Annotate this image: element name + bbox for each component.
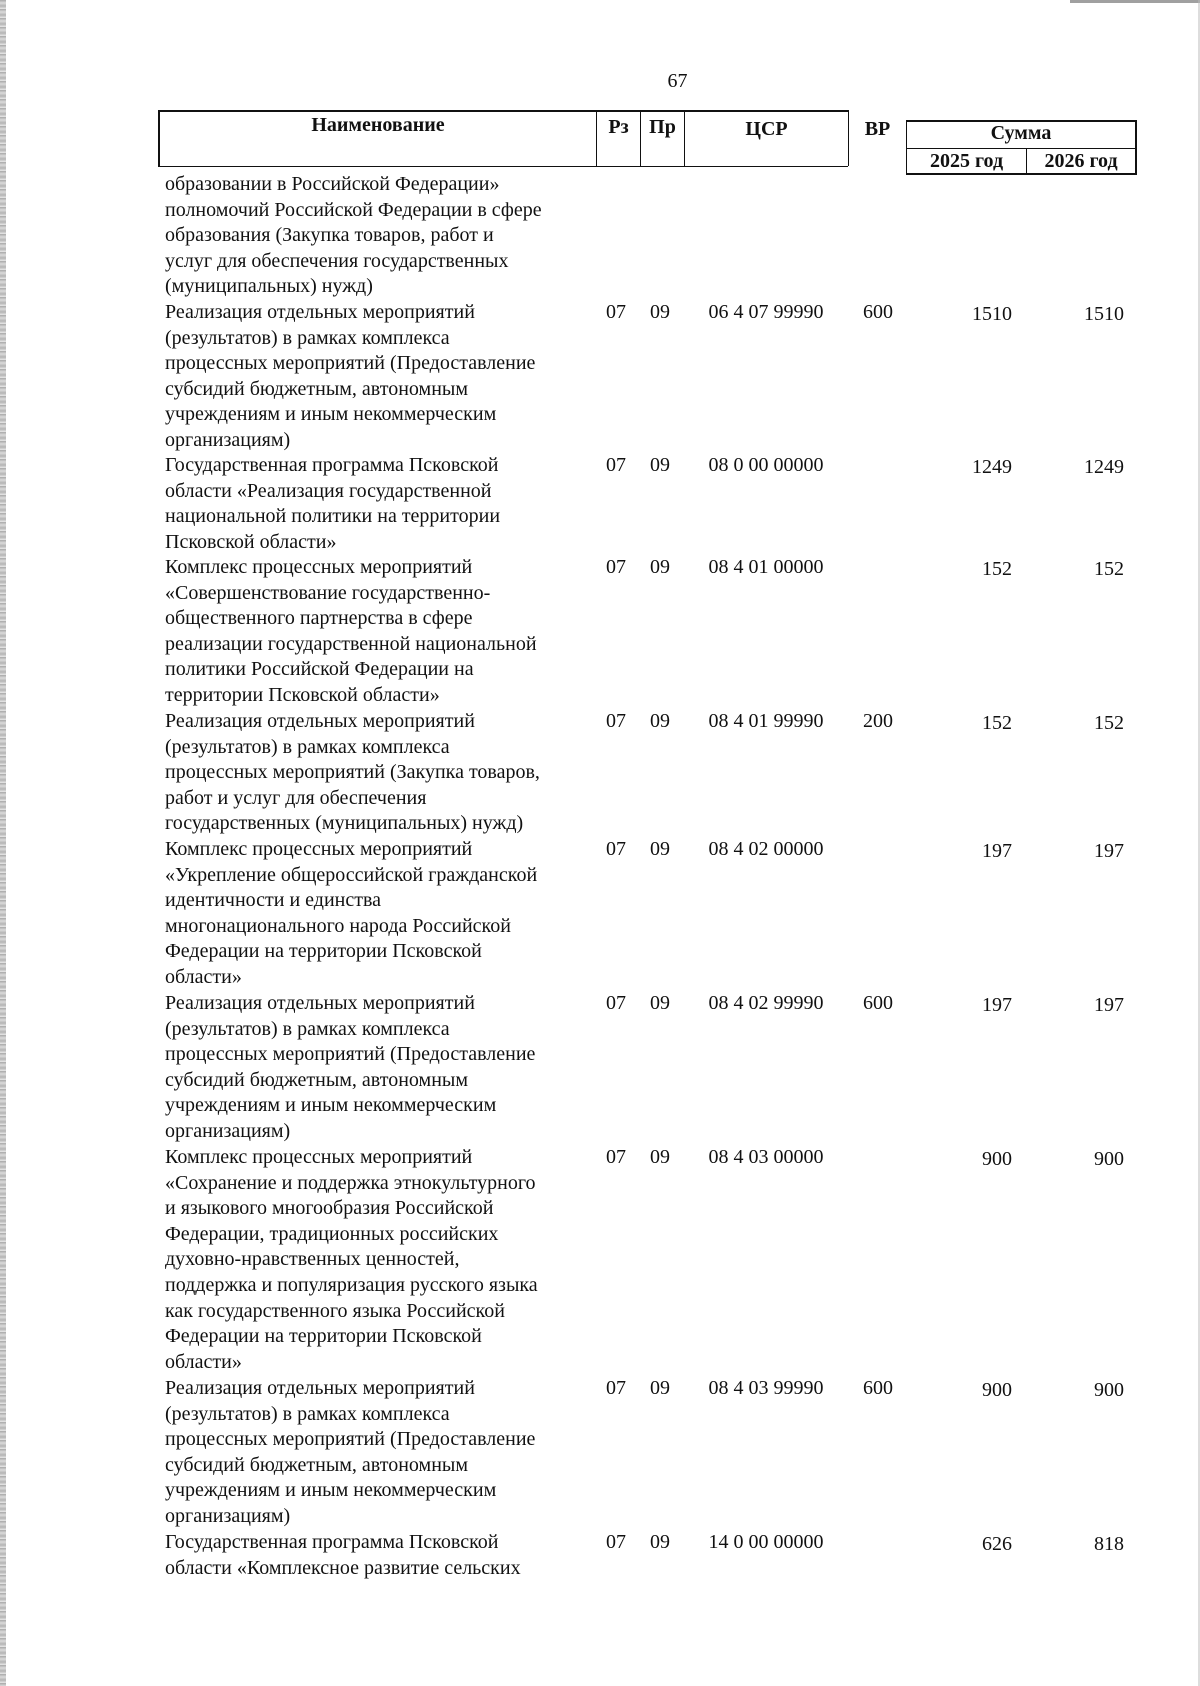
header-years-bottom-border xyxy=(906,173,1136,175)
row-csr: 08 4 01 00000 xyxy=(708,556,824,578)
row-rz: 07 xyxy=(606,1531,626,1553)
row-name: Государственная программа Псковской области «Комплексное развитие сельских xyxy=(165,1531,521,1579)
row-csr: 14 0 00 00000 xyxy=(708,1531,824,1553)
row-sum-2026: 900 xyxy=(1094,1148,1124,1170)
row-sum-2026: 197 xyxy=(1094,840,1124,862)
row-name: Реализация отдельных мероприятий (результатов) в рамках комплекса процессных мероприятий (Предоставление субсидий бюджетным, автономным учреждениям и иным некоммерческим организациям) xyxy=(165,301,536,451)
row-name: образовании в Российской Федерации» полномочий Российской Федерации в сфере образования (Закупка товаров, работ и услуг для обеспечения государственных (муниципальных) нужд) xyxy=(165,173,542,298)
row-name: Комплекс процессных мероприятий «Укрепление общероссийской гражданской идентичности и единства многонационального народа Российской Федерации на территории Псковской области» xyxy=(165,838,538,988)
row-vr: 200 xyxy=(863,710,893,732)
row-name: Государственная программа Псковской области «Реализация государственной национальной политики на территории Псковской области» xyxy=(165,454,501,553)
row-sum-2026: 152 xyxy=(1094,558,1124,580)
row-rz: 07 xyxy=(606,556,626,578)
header-sum: Сумма xyxy=(990,122,1052,144)
header-top-border xyxy=(158,110,848,112)
header-csr: ЦСР xyxy=(745,118,788,140)
row-name: Реализация отдельных мероприятий (результатов) в рамках комплекса процессных мероприятий (Предоставление субсидий бюджетным, автономным учреждениям и иным некоммерческим организациям) xyxy=(165,992,536,1142)
header-sum-divider xyxy=(906,148,1136,149)
row-csr: 08 0 00 00000 xyxy=(708,454,824,476)
row-sum-2025: 900 xyxy=(982,1148,1012,1170)
row-vr: 600 xyxy=(863,301,893,323)
row-sum-2025: 197 xyxy=(982,840,1012,862)
row-sum-2026: 1249 xyxy=(1084,456,1124,478)
row-sum-2025: 197 xyxy=(982,994,1012,1016)
row-pr: 09 xyxy=(650,710,670,732)
row-sum-2025: 1510 xyxy=(972,303,1012,325)
header-rz: Рз xyxy=(608,116,629,138)
row-csr: 08 4 02 99990 xyxy=(708,992,824,1014)
row-csr: 08 4 02 00000 xyxy=(708,838,824,860)
row-sum-2026: 818 xyxy=(1094,1533,1124,1555)
row-name: Комплекс процессных мероприятий «Совершенствование государственно- общественного партнерства в сфере реализации государственной национальной политики Российской Федерации на территории Псковской области» xyxy=(165,556,537,706)
row-sum-2026: 1510 xyxy=(1084,303,1124,325)
row-rz: 07 xyxy=(606,301,626,323)
row-sum-2025: 152 xyxy=(982,712,1012,734)
row-rz: 07 xyxy=(606,1377,626,1399)
row-pr: 09 xyxy=(650,301,670,323)
row-sum-2025: 900 xyxy=(982,1379,1012,1401)
row-csr: 06 4 07 99990 xyxy=(708,301,824,323)
row-pr: 09 xyxy=(650,1531,670,1553)
header-name: Наименование xyxy=(311,114,445,136)
header-right-border xyxy=(1135,120,1137,175)
row-sum-2026: 900 xyxy=(1094,1379,1124,1401)
row-rz: 07 xyxy=(606,710,626,732)
row-name: Реализация отдельных мероприятий (результатов) в рамках комплекса процессных мероприятий (Предоставление субсидий бюджетным, автономным учреждениям и иным некоммерческим организациям) xyxy=(165,1377,536,1527)
header-year-2026: 2026 год xyxy=(1044,150,1118,172)
header-pr: Пр xyxy=(649,116,676,138)
scan-edge-top xyxy=(1070,0,1200,3)
row-sum-2025: 626 xyxy=(982,1533,1012,1555)
scan-edge-left xyxy=(0,0,6,1686)
row-csr: 08 4 01 99990 xyxy=(708,710,824,732)
row-rz: 07 xyxy=(606,1146,626,1168)
row-name: Реализация отдельных мероприятий (результатов) в рамках комплекса процессных мероприятий (Закупка товаров, работ и услуг для обеспечения государственных (муниципальных) нужд) xyxy=(165,710,540,835)
row-sum-2026: 197 xyxy=(1094,994,1124,1016)
row-pr: 09 xyxy=(650,556,670,578)
row-vr: 600 xyxy=(863,1377,893,1399)
page-number: 67 xyxy=(667,70,688,92)
row-rz: 07 xyxy=(606,454,626,476)
row-pr: 09 xyxy=(650,1377,670,1399)
row-pr: 09 xyxy=(650,838,670,860)
row-pr: 09 xyxy=(650,1146,670,1168)
row-vr: 600 xyxy=(863,992,893,1014)
row-pr: 09 xyxy=(650,992,670,1014)
row-pr: 09 xyxy=(650,454,670,476)
row-sum-2025: 1249 xyxy=(972,456,1012,478)
header-bottom-border xyxy=(158,166,848,167)
row-sum-2025: 152 xyxy=(982,558,1012,580)
header-vr: ВР xyxy=(864,118,891,140)
header-year-2025: 2025 год xyxy=(929,150,1004,172)
row-rz: 07 xyxy=(606,992,626,1014)
row-csr: 08 4 03 00000 xyxy=(708,1146,824,1168)
row-name: Комплекс процессных мероприятий «Сохранение и поддержка этнокультурного и языкового многообразия Российской Федерации, традиционных российских духовно-нравственных ценностей, поддержка и популяризация русского языка как государственного языка Российской Федерации на территории Псковской области» xyxy=(165,1146,538,1373)
row-rz: 07 xyxy=(606,838,626,860)
row-sum-2026: 152 xyxy=(1094,712,1124,734)
row-csr: 08 4 03 99990 xyxy=(708,1377,824,1399)
